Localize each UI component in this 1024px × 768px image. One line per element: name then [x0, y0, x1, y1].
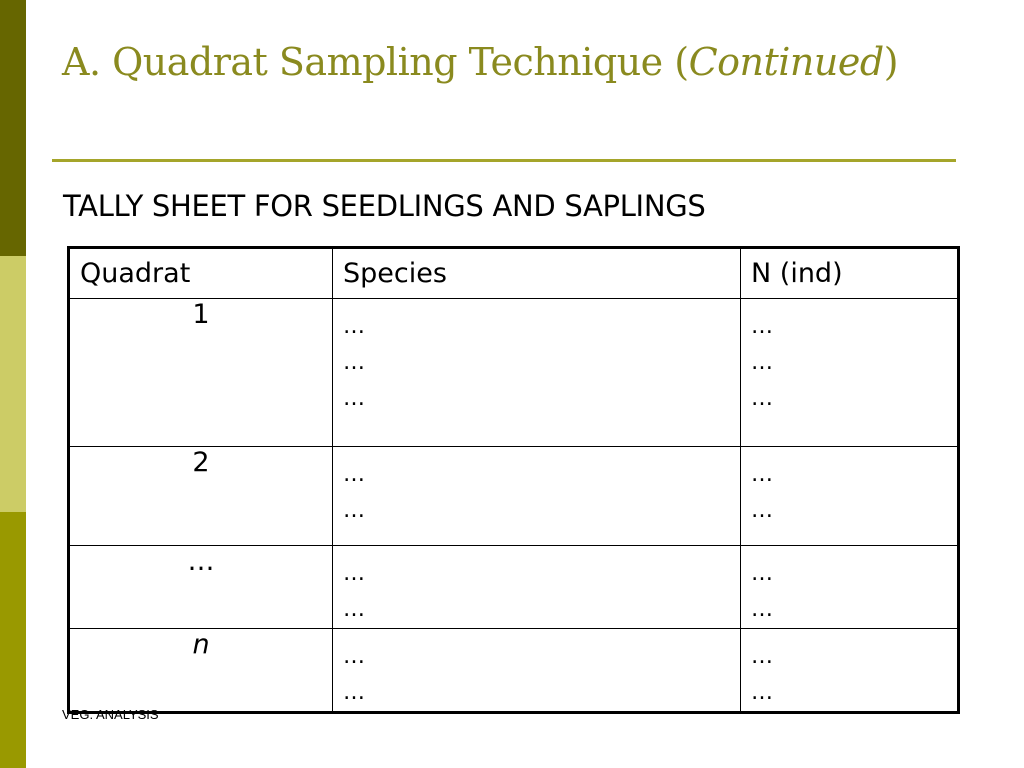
table-row	[69, 447, 959, 546]
species-entry: …	[343, 350, 365, 375]
slide-title-end: )	[883, 40, 899, 84]
count-entry: …	[751, 644, 773, 669]
count-entry: …	[751, 462, 773, 487]
quadrat-cell: 1	[69, 299, 333, 447]
accent-bar-middle	[0, 256, 26, 512]
slide-title-italic: Continued	[688, 40, 884, 84]
count-cell	[741, 629, 959, 713]
table-row	[69, 629, 959, 713]
species-cell	[333, 546, 741, 629]
species-entry: …	[343, 498, 365, 523]
species-cell	[333, 299, 741, 447]
quadrat-cell: n	[69, 629, 333, 713]
species-entry: …	[343, 462, 365, 487]
accent-bar-bottom	[0, 512, 26, 768]
count-cell	[741, 299, 959, 447]
quadrat-cell: …	[69, 546, 333, 629]
count-cell	[741, 447, 959, 546]
header-species: Species	[333, 248, 741, 299]
quadrat-cell: 2	[69, 447, 333, 546]
count-entry: …	[751, 350, 773, 375]
species-entry: …	[343, 314, 365, 339]
species-entry: …	[343, 386, 365, 411]
count-entry: …	[751, 680, 773, 705]
slide-subtitle: TALLY SHEET FOR SEEDLINGS AND SAPLINGS	[63, 189, 706, 223]
table-row	[69, 299, 959, 447]
species-entry: …	[343, 644, 365, 669]
slide-title-main: A. Quadrat Sampling Technique (	[62, 40, 689, 84]
count-cell	[741, 546, 959, 629]
slide-footer: VEG. ANALYSIS	[62, 707, 159, 722]
header-n-ind: N (ind)	[741, 248, 959, 299]
species-entry: …	[343, 597, 365, 622]
count-entry: …	[751, 561, 773, 586]
species-cell	[333, 629, 741, 713]
species-entry: …	[343, 561, 365, 586]
slide-title	[62, 40, 898, 84]
accent-bar-top	[0, 0, 26, 256]
tally-table	[67, 246, 960, 714]
species-cell	[333, 447, 741, 546]
count-entry: …	[751, 386, 773, 411]
header-quadrat: Quadrat	[69, 248, 333, 299]
count-entry: …	[751, 597, 773, 622]
species-entry: …	[343, 680, 365, 705]
table-row	[69, 546, 959, 629]
count-entry: …	[751, 498, 773, 523]
title-divider	[52, 159, 956, 162]
count-entry: …	[751, 314, 773, 339]
table-header-row	[69, 248, 959, 299]
